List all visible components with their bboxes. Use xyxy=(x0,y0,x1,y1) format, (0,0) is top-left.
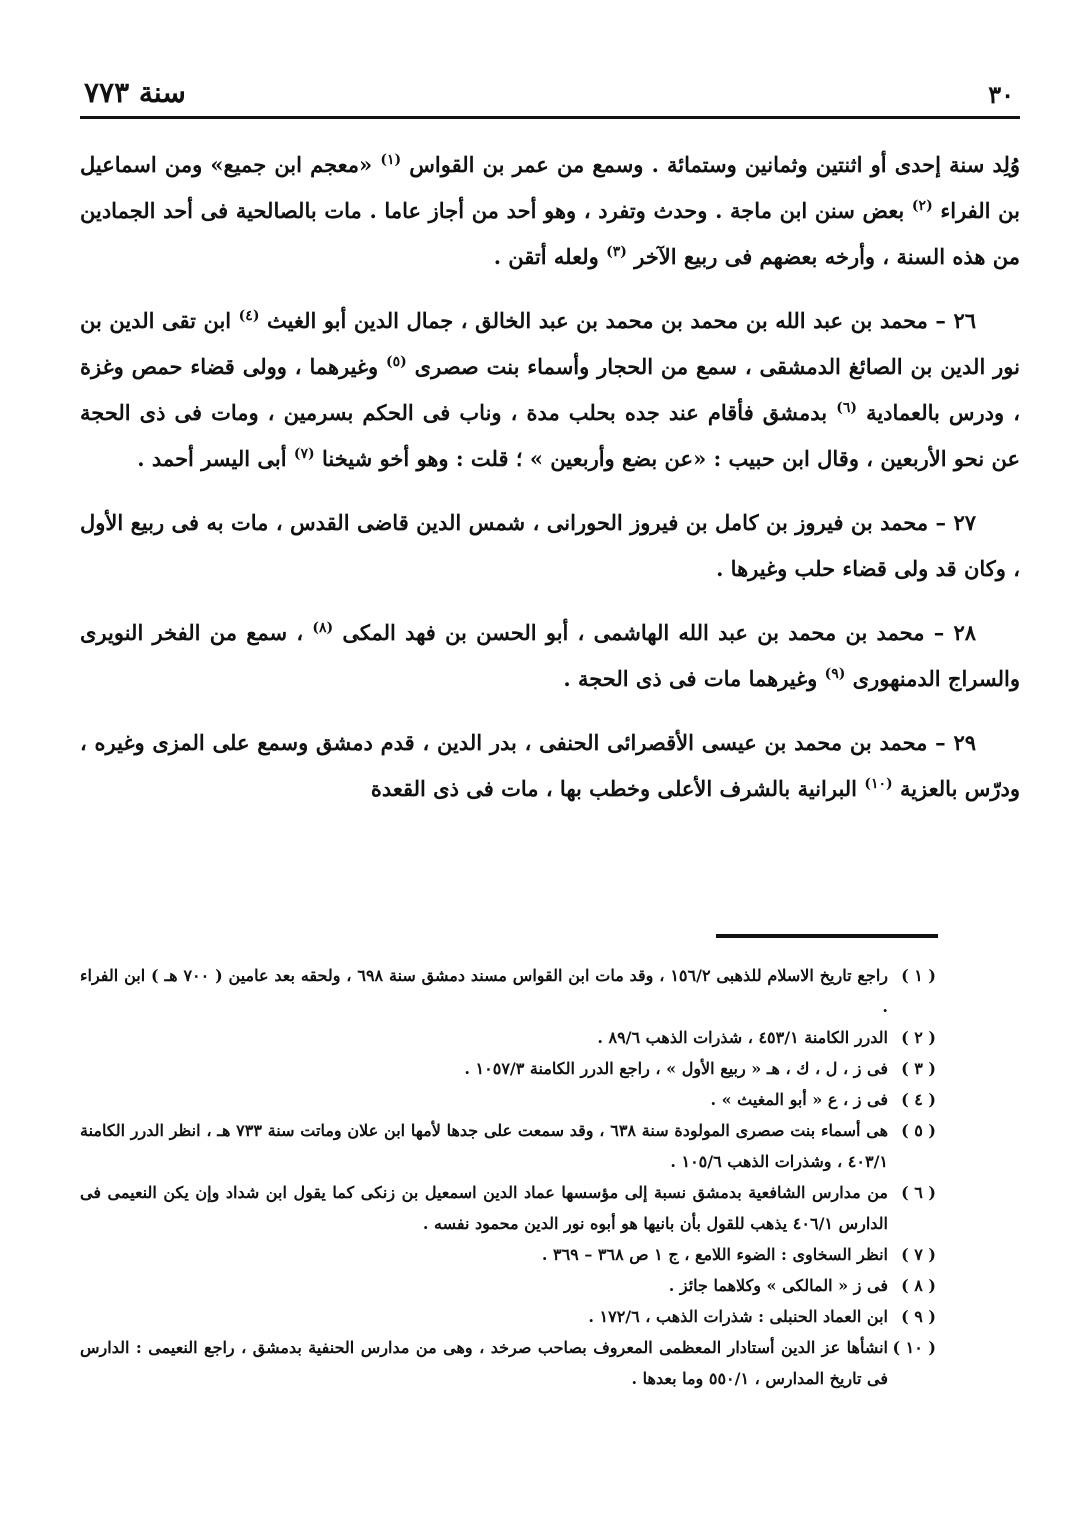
footnote-number: ( ٥ ) xyxy=(901,1121,936,1140)
text-segment: بدمشق فأقام عند جده بحلب مدة ، وناب فى الحكم بسرمين ، ومات فى ذى الحجة عن نحو الأربعين ، وقال ابن حبيب : «عن بضع وأربعين » ؛ قلت : وهو أخو شيخنا xyxy=(80,400,1020,471)
footnote-item xyxy=(80,1177,936,1239)
header-rule xyxy=(80,116,1020,119)
footnote-marker: (٣) xyxy=(606,244,627,260)
footnote-item xyxy=(80,960,936,1022)
text-segment: بعض سنن ابن ماجة . وحدث وتفرد ، وهو أحد من أجاز عاما . مات بالصالحية فى أحد الجمادين من هذه السنة ، وأرخه بعضهم فى ربيع الآخر xyxy=(80,198,1020,269)
text-segment: وغيرهما ، وولى قضاء حمص وغزة ، ودرس بالعمادية xyxy=(80,354,1020,425)
footnote-item xyxy=(80,1115,936,1177)
footnote-text: هى أسماء بنت صصرى المولودة سنة ٦٣٨ ، وقد سمعت على جدها لأمها ابن علان وماتت سنة ٧٣٣ هـ ، انظر الدرر الكامنة ٤٠٣/١ ، وشذرات الذهب ١٠٥/٦ . xyxy=(80,1121,889,1171)
entry-27 xyxy=(80,500,1020,592)
text-segment: ٢٨ – محمد بن محمد بن عبد الله الهاشمى ، أبو الحسن بن فهد المكى xyxy=(342,620,977,645)
entry-26 xyxy=(80,298,1020,482)
footnote-text: فى ز ، ل ، ك ، هـ « ربيع الأول » ، راجع الدرر الكامنة ١٠٥٧/٣ . xyxy=(464,1059,888,1078)
footnote-text: فى ز « المالكى » وكلاهما جائز . xyxy=(668,1276,888,1295)
text-segment: ابن تقى الدين بن نور الدين بن الصائغ الدمشقى ، سمع من الحجار وأسماء بنت صصرى xyxy=(80,308,1020,379)
footnote-text: انشأها عز الدين أستادار المعظمى المعروف بصاحب صرخد ، وهى من مدارس الحنفية بدمشق ، راجع النعيمى : الدارس فى تاريخ المدارس ، ٥٥٠/١ وما بعدها . xyxy=(80,1338,888,1388)
footnote-item xyxy=(80,1084,936,1115)
footnote-number: ( ٩ ) xyxy=(901,1307,936,1326)
text-segment: أبى اليسر أحمد . xyxy=(137,446,287,471)
footnote-marker: (٤) xyxy=(238,308,260,324)
footnote-rule xyxy=(716,934,938,938)
footnote-marker: (٧) xyxy=(293,446,315,462)
text-segment: «معجم ابن جميع» ومن اسماعيل بن الفراء xyxy=(80,152,1021,223)
text-segment: ٢٦ – محمد بن عبد الله بن محمد بن محمد بن عبد الخالق ، جمال الدين أبو الغيث xyxy=(266,308,977,333)
footnote-marker: (٨) xyxy=(312,620,334,636)
footnote-item xyxy=(80,1239,936,1270)
footnote-number: ( ٢ ) xyxy=(901,1028,936,1047)
main-text xyxy=(80,142,1020,830)
entry-29 xyxy=(80,720,1020,812)
footnote-marker: (٢) xyxy=(911,198,933,214)
footnote-number: ( ٣ ) xyxy=(901,1059,936,1078)
text-segment: ولعله أتقن . xyxy=(493,244,599,269)
footnote-text: انظر السخاوى : الضوء اللامع ، ج ١ ص ٣٦٨ – ٣٦٩ . xyxy=(541,1245,888,1264)
text-segment: البرانية بالشرف الأعلى وخطب بها ، مات فى ذى القعدة xyxy=(370,776,858,801)
footnote-text: فى ز ، ع « أبو المغيث » . xyxy=(710,1090,888,1109)
footnote-item xyxy=(80,1332,936,1394)
footnote-number: ( ٦ ) xyxy=(901,1183,936,1202)
footnote-marker: (١٠) xyxy=(864,776,893,792)
footnote-item xyxy=(80,1301,936,1332)
footnote-number: ( ٤ ) xyxy=(901,1090,936,1109)
footnote-item xyxy=(80,1022,936,1053)
footnote-item xyxy=(80,1270,936,1301)
footnote-marker: (٦) xyxy=(836,400,857,416)
footnote-number: ( ١٠ ) xyxy=(892,1338,936,1357)
footnote-marker: (٥) xyxy=(386,354,407,370)
footnote-text: الدرر الكامنة ٤٥٣/١ ، شذرات الذهب ٨٩/٦ . xyxy=(597,1028,888,1047)
text-segment: ٢٧ – محمد بن فيروز بن كامل بن فيروز الحورانى ، شمس الدين قاضى القدس ، مات به فى ربيع الأول ، وكان قد ولى قضاء حلب وغيرها . xyxy=(80,510,1020,581)
footnote-text: راجع تاريخ الاسلام للذهبى ١٥٦/٢ ، وقد مات ابن القواس مسند دمشق سنة ٦٩٨ ، ولحقه بعد عامين ( ٧٠٠ هـ ) ابن الفراء . xyxy=(80,966,889,1016)
text-segment: وغيرهما مات فى ذى الحجة . xyxy=(563,666,818,691)
footnote-number: ( ٨ ) xyxy=(901,1276,936,1295)
footnote-number: ( ١ ) xyxy=(901,966,936,985)
footnote-number: ( ٧ ) xyxy=(901,1245,936,1264)
footnotes xyxy=(80,960,936,1394)
running-head: سنة ٧٧٣ xyxy=(84,76,186,109)
page-number: ٣٠ xyxy=(988,80,1014,109)
footnote-marker: (٩) xyxy=(824,666,846,682)
page-header xyxy=(80,64,1020,112)
footnote-marker: (١) xyxy=(380,152,402,168)
footnote-text: من مدارس الشافعية بدمشق نسبة إلى مؤسسها عماد الدين اسمعيل بن زنكى كما يقول ابن شداد وإن يكن النعيمى فى الدارس ٤٠٦/١ يذهب للقول بأن بانيها هو أبوه نور الدين محمود نفسه . xyxy=(80,1183,888,1233)
text-segment: وُلِد سنة إحدى أو اثنتين وثمانين وستمائة . وسمع من عمر بن القواس xyxy=(409,152,1021,177)
footnote-item xyxy=(80,1053,936,1084)
paragraph-continuation xyxy=(80,142,1020,280)
text-segment: ، سمع من الفخر النويرى والسراج الدمنهورى xyxy=(80,620,1020,691)
text-segment: ٢٩ – محمد بن محمد بن عيسى الأقصرائى الحنفى ، بدر الدين ، قدم دمشق وسمع على المزى وغيره ، ودرّس بالعزية xyxy=(80,730,1020,801)
footnote-text: ابن العماد الحنبلى : شذرات الذهب ، ١٧٢/٦ . xyxy=(588,1307,888,1326)
entry-28 xyxy=(80,610,1020,702)
